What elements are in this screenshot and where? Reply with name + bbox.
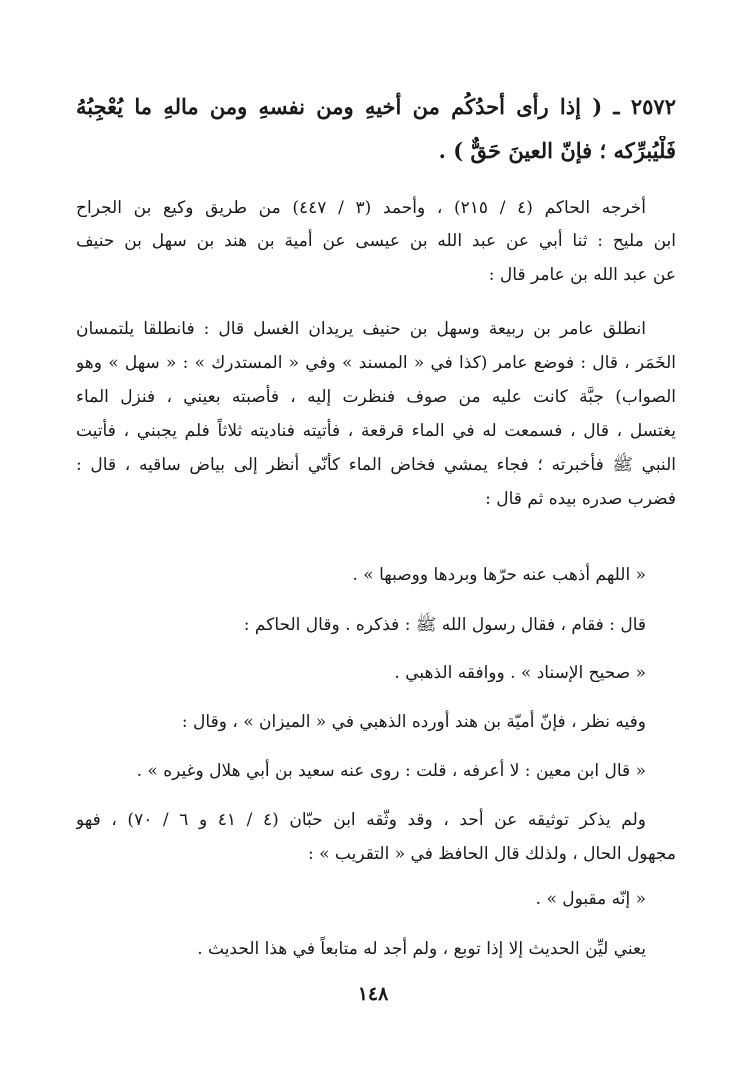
story-line-1: انطلق عامر بن ربيعة وسهل بن حنيف يريدان الغسل قال : فانطلقا يلتمسان	[76, 319, 646, 339]
story-line-3: الصواب) جبَّة كانت عليه من صوف فنظرت إليه ، فأصبته بعيني ، فنزل الماء	[76, 387, 676, 407]
story-line-2: الخَمَر ، قال : فوضع عامر (كذا في « المسند » وفي « المستدرك » : « سهل » وهو	[76, 353, 676, 373]
tawthiq-line-2: مجهول الحال ، ولذلك قال الحافظ في « التقريب » :	[307, 844, 676, 864]
dua-quote: « اللهم أذهب عنه حرّها وبردها ووصبها » .	[352, 565, 646, 585]
hadith-heading-line-1: ٢٥٧٢ ـ ( إذا رأى أحدُكُم من أخيهِ ومن نفسهِ ومن مالهِ ما يُعْجِبُهُ	[76, 94, 676, 119]
story-line-5: النبي ﷺ فأخبرته ؛ فجاء يمشي فخاض الماء كأنّي أنظر إلى بياض ساقيه ، قال :	[76, 455, 676, 475]
conclusion-text: يعني ليِّن الحديث إلا إذا توبع ، ولم أجد له متابعاً في هذا الحديث .	[197, 939, 646, 959]
takhrij-line-3: عن عبد الله بن عامر قال :	[488, 265, 676, 285]
story-line-4: يغتسل ، قال ، فسمعت له في الماء قرقعة ، فأتيته فناديته ثلاثاً فلم يجبني ، فأتيت	[76, 421, 676, 441]
tawthiq-line-1: ولم يذكر توثيقه عن أحد ، وقد وثّقه ابن حبّان (٤ / ٤١ و ٦ / ٧٠) ، فهو	[76, 810, 646, 830]
ibn-maeen-quote: « قال ابن معين : لا أعرفه ، قلت : روى عنه سعيد بن أبي هلال وغيره » .	[136, 761, 646, 781]
nazar-statement: وفيه نظر ، فإنّ أميّة بن هند أورده الذهبي في « الميزان » ، وقال :	[181, 712, 646, 732]
takhrij-line-2: ابن مليح : ثنا أبي عن عبد الله بن عيسى عن أمية بن هند بن سهل بن حنيف	[76, 231, 676, 251]
page-number: ١٤٨	[357, 983, 389, 1005]
hakim-statement: قال : فقام ، فقال رسول الله ﷺ : فذكره . وقال الحاكم :	[243, 615, 646, 635]
takhrij-line-1: أخرجه الحاكم (٤ / ٢١٥) ، وأحمد (٣ / ٤٤٧) من طريق وكيع بن الجراح	[76, 198, 646, 218]
hadith-heading-line-2: فَلْيُبرِّكه ؛ فإنّ العينَ حَقٌّ ) .	[438, 138, 676, 163]
maqbool-quote: « إنّه مقبول » .	[535, 889, 646, 909]
sahih-quote: « صحيح الإسناد » . ووافقه الذهبي .	[394, 663, 646, 683]
story-line-6: فضرب صدره بيده ثم قال :	[485, 489, 676, 509]
